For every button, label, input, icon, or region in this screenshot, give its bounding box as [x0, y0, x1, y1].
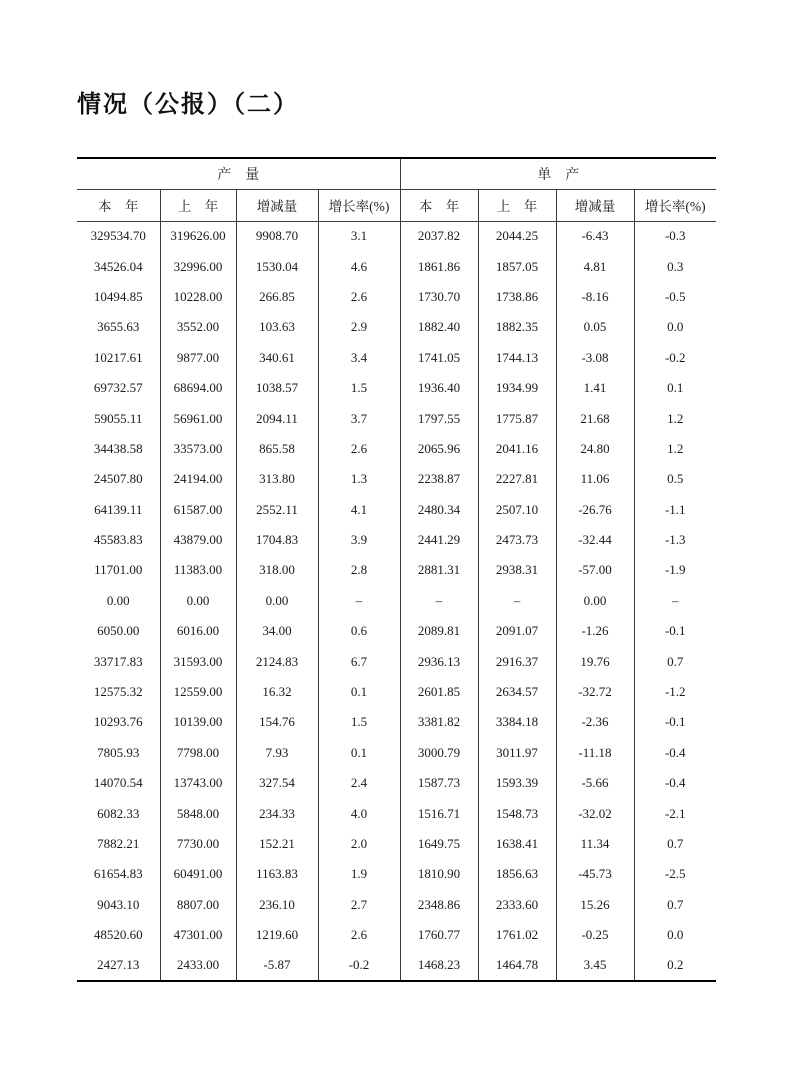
table-cell: 1744.13 — [478, 343, 556, 373]
table-cell: 1638.41 — [478, 829, 556, 859]
table-cell: 2441.29 — [400, 525, 478, 555]
table-cell: -0.2 — [318, 950, 400, 980]
table-cell: 10293.76 — [93, 714, 143, 730]
table-cell: 2601.85 — [400, 677, 478, 707]
table-cell: 2552.11 — [236, 495, 318, 525]
table-cell: 2124.83 — [236, 646, 318, 676]
table-cell: -2.36 — [556, 707, 634, 737]
table-cell: 7805.93 — [97, 744, 140, 760]
table-row — [77, 495, 716, 525]
table-cell: 34526.04 — [93, 258, 143, 274]
table-cell: 3552.00 — [160, 312, 236, 342]
table-head — [77, 158, 716, 221]
table-cell: 5848.00 — [160, 798, 236, 828]
table-cell: 0.0 — [634, 920, 716, 950]
table-cell: 12575.32 — [93, 684, 143, 700]
table-cell: 9908.70 — [236, 221, 318, 251]
table-cell: 340.61 — [236, 343, 318, 373]
table-cell: 0.3 — [634, 251, 716, 281]
table-cell: 0.1 — [318, 738, 400, 768]
table-cell: 16.32 — [236, 677, 318, 707]
table-cell: – — [634, 586, 716, 616]
table-cell: 3011.97 — [478, 738, 556, 768]
table-cell: 1741.05 — [400, 343, 478, 373]
table-cell: 8807.00 — [160, 890, 236, 920]
table-cell: -0.5 — [634, 282, 716, 312]
table-cell: 3384.18 — [478, 707, 556, 737]
table-cell: 6016.00 — [160, 616, 236, 646]
table-row — [77, 312, 716, 342]
table-row — [77, 768, 716, 798]
table-cell: -32.44 — [556, 525, 634, 555]
table-cell: 1.2 — [634, 434, 716, 464]
table-cell: 0.0 — [634, 312, 716, 342]
table-cell: 2507.10 — [478, 495, 556, 525]
column-header-growth-rate-yield: 增长率(%) — [634, 189, 716, 221]
table-cell: 11701.00 — [94, 562, 143, 578]
table-row — [77, 464, 716, 494]
table-cell: -6.43 — [556, 221, 634, 251]
table-cell: 10228.00 — [160, 282, 236, 312]
table-cell: 1587.73 — [400, 768, 478, 798]
table-cell: 1797.55 — [400, 403, 478, 433]
table-cell: 266.85 — [236, 282, 318, 312]
table-cell: 2916.37 — [478, 646, 556, 676]
table-cell: – — [478, 586, 556, 616]
table-cell: 6050.00 — [97, 623, 140, 639]
table-cell: 2037.82 — [400, 221, 478, 251]
table-cell: 1468.23 — [400, 950, 478, 980]
table-cell: 24507.80 — [93, 471, 143, 487]
table-cell: 1738.86 — [478, 282, 556, 312]
table-cell: 47301.00 — [160, 920, 236, 950]
table-cell: 9043.10 — [97, 896, 140, 912]
table-cell: 69732.57 — [93, 380, 143, 396]
table-cell: 11.06 — [556, 464, 634, 494]
table-cell: 2881.31 — [400, 555, 478, 585]
table-row — [77, 738, 716, 768]
table-cell: 865.58 — [236, 434, 318, 464]
column-header-previous-year-yield: 上 年 — [478, 189, 556, 221]
table-cell: 33717.83 — [93, 653, 143, 669]
table-cell: 60491.00 — [160, 859, 236, 889]
table-cell: 0.1 — [318, 677, 400, 707]
table-row — [77, 890, 716, 920]
table-cell: -0.4 — [634, 738, 716, 768]
table-cell: 56961.00 — [160, 403, 236, 433]
group-header-row — [77, 158, 716, 189]
table-cell: 0.00 — [160, 586, 236, 616]
table-row — [77, 525, 716, 555]
column-header-row — [77, 189, 716, 221]
table-cell: 10139.00 — [160, 707, 236, 737]
table-cell: 1.5 — [318, 707, 400, 737]
table-cell: -0.1 — [634, 616, 716, 646]
column-header-previous-year-production: 上 年 — [160, 189, 236, 221]
table-cell: -32.72 — [556, 677, 634, 707]
table-cell: 1856.63 — [478, 859, 556, 889]
table-cell: 2634.57 — [478, 677, 556, 707]
table-row — [77, 646, 716, 676]
table-cell: 329534.70 — [90, 228, 146, 244]
table-cell: -45.73 — [556, 859, 634, 889]
table-cell: 0.5 — [634, 464, 716, 494]
table-row — [77, 829, 716, 859]
table-cell: 1730.70 — [400, 282, 478, 312]
table-cell: 21.68 — [556, 403, 634, 433]
table-cell: 236.10 — [236, 890, 318, 920]
column-header-current-year-yield: 本 年 — [400, 189, 478, 221]
table-cell: 4.1 — [318, 495, 400, 525]
table-row — [77, 434, 716, 464]
table-row — [77, 859, 716, 889]
table-cell: 0.6 — [318, 616, 400, 646]
table-cell: 31593.00 — [160, 646, 236, 676]
table-cell: 7730.00 — [160, 829, 236, 859]
table-cell: 7882.21 — [97, 836, 140, 851]
table-cell: 59055.11 — [94, 410, 143, 426]
table-cell: 61587.00 — [160, 495, 236, 525]
table-cell: 10494.85 — [93, 288, 143, 304]
table-cell: 313.80 — [236, 464, 318, 494]
table-cell: 1775.87 — [478, 403, 556, 433]
table-cell: 15.26 — [556, 890, 634, 920]
table-cell: -57.00 — [556, 555, 634, 585]
table-cell: 6082.33 — [97, 805, 140, 821]
table-cell: 1.3 — [318, 464, 400, 494]
table-cell: 1163.83 — [236, 859, 318, 889]
table-cell: 1.9 — [318, 859, 400, 889]
table-cell: -2.5 — [634, 859, 716, 889]
table-cell: 1810.90 — [400, 859, 478, 889]
table-cell: 48520.60 — [93, 927, 143, 943]
table-cell: 1.41 — [556, 373, 634, 403]
table-cell: 3381.82 — [400, 707, 478, 737]
table-cell: -0.4 — [634, 768, 716, 798]
table-row — [77, 616, 716, 646]
table-cell: 152.21 — [236, 829, 318, 859]
table-cell: 2089.81 — [400, 616, 478, 646]
table-cell: 3655.63 — [97, 319, 140, 335]
table-row — [77, 586, 716, 616]
table-cell: 1934.99 — [478, 373, 556, 403]
table-cell: -0.25 — [556, 920, 634, 950]
table-cell: -3.08 — [556, 343, 634, 373]
table-cell: 2065.96 — [400, 434, 478, 464]
table-cell: 2.4 — [318, 768, 400, 798]
table-cell: 24194.00 — [160, 464, 236, 494]
table-cell: 1464.78 — [478, 950, 556, 980]
table-cell: -0.1 — [634, 707, 716, 737]
table-cell: -1.9 — [634, 555, 716, 585]
table-cell: 0.7 — [634, 646, 716, 676]
table-cell: 0.1 — [634, 373, 716, 403]
table-cell: -1.26 — [556, 616, 634, 646]
table-cell: – — [400, 586, 478, 616]
table-cell: 1593.39 — [478, 768, 556, 798]
table-cell: 1.2 — [634, 403, 716, 433]
table-cell: 64139.11 — [94, 501, 143, 517]
table-cell: 0.7 — [634, 890, 716, 920]
table-cell: 327.54 — [236, 768, 318, 798]
table-cell: 154.76 — [236, 707, 318, 737]
table-cell: -1.1 — [634, 495, 716, 525]
table-cell: 0.00 — [236, 586, 318, 616]
table-cell: 34438.58 — [93, 440, 143, 456]
table-cell: 68694.00 — [160, 373, 236, 403]
table-cell: 11383.00 — [160, 555, 236, 585]
table-cell: 2938.31 — [478, 555, 556, 585]
table-cell: 3.4 — [318, 343, 400, 373]
statistics-table — [77, 157, 716, 982]
table-cell: 1219.60 — [236, 920, 318, 950]
table-cell: 2041.16 — [478, 434, 556, 464]
table-cell: 4.6 — [318, 251, 400, 281]
table-cell: -32.02 — [556, 798, 634, 828]
table-cell: -1.2 — [634, 677, 716, 707]
table-cell: 2094.11 — [236, 403, 318, 433]
table-cell: 1760.77 — [400, 920, 478, 950]
table-cell: -0.2 — [634, 343, 716, 373]
table-row — [77, 920, 716, 950]
table-cell: 2.7 — [318, 890, 400, 920]
table-cell: 9877.00 — [160, 343, 236, 373]
table-cell: 2.6 — [318, 434, 400, 464]
table-row — [77, 282, 716, 312]
column-header-growth-rate-production: 增长率(%) — [318, 189, 400, 221]
table-cell: -26.76 — [556, 495, 634, 525]
column-header-change-production: 增减量 — [236, 189, 318, 221]
table-cell: 19.76 — [556, 646, 634, 676]
table-cell: 3000.79 — [400, 738, 478, 768]
table-row — [77, 251, 716, 281]
table-cell: 2427.13 — [97, 957, 140, 973]
table-cell: 2.6 — [318, 920, 400, 950]
table-cell: 1882.40 — [400, 312, 478, 342]
table-cell: -1.3 — [634, 525, 716, 555]
group-header-production: 产 量 — [77, 158, 400, 189]
table-cell: 4.0 — [318, 798, 400, 828]
table-cell: 1761.02 — [478, 920, 556, 950]
table-cell: 1038.57 — [236, 373, 318, 403]
table-row — [77, 221, 716, 251]
table-row — [77, 950, 716, 980]
table-row — [77, 555, 716, 585]
table-cell: 318.00 — [236, 555, 318, 585]
table-cell: 2091.07 — [478, 616, 556, 646]
table-cell: 1704.83 — [236, 525, 318, 555]
table-cell: 2473.73 — [478, 525, 556, 555]
table-cell: 1530.04 — [236, 251, 318, 281]
table-cell: -5.66 — [556, 768, 634, 798]
table-cell: 2.9 — [318, 312, 400, 342]
table-cell: 3.1 — [318, 221, 400, 251]
table-cell: 2480.34 — [400, 495, 478, 525]
table-cell: 0.00 — [106, 592, 130, 608]
table-cell: 2227.81 — [478, 464, 556, 494]
table-cell: 1.5 — [318, 373, 400, 403]
table-cell: 24.80 — [556, 434, 634, 464]
table-cell: 2.0 — [318, 829, 400, 859]
table-cell: -5.87 — [236, 950, 318, 980]
table-cell: 2.8 — [318, 555, 400, 585]
table-cell: 7.93 — [236, 738, 318, 768]
table-cell: 32996.00 — [160, 251, 236, 281]
table-cell: 6.7 — [318, 646, 400, 676]
page-title: 情况（公报）（二） — [77, 92, 299, 118]
table-cell: 10217.61 — [93, 349, 143, 365]
table-cell: 45583.83 — [93, 532, 143, 548]
table-cell: 7798.00 — [160, 738, 236, 768]
table-cell: -0.3 — [634, 221, 716, 251]
table-cell: -11.18 — [556, 738, 634, 768]
table-cell: 2333.60 — [478, 890, 556, 920]
table-cell: 2.6 — [318, 282, 400, 312]
column-header-current-year-production: 本 年 — [77, 189, 160, 221]
table-cell: 12559.00 — [160, 677, 236, 707]
table-cell: 3.7 — [318, 403, 400, 433]
table-cell: 0.05 — [556, 312, 634, 342]
table-cell: 319626.00 — [160, 221, 236, 251]
table-cell: 1861.86 — [400, 251, 478, 281]
table-cell: -8.16 — [556, 282, 634, 312]
table-cell: 11.34 — [556, 829, 634, 859]
table-cell: 3.45 — [556, 950, 634, 980]
table-cell: 14070.54 — [93, 775, 143, 791]
table-cell: 4.81 — [556, 251, 634, 281]
table-cell: 2936.13 — [400, 646, 478, 676]
table-body — [77, 221, 716, 981]
table-cell: – — [318, 586, 400, 616]
table-cell: 1516.71 — [400, 798, 478, 828]
table-row — [77, 403, 716, 433]
table-cell: 2348.86 — [400, 890, 478, 920]
table-row — [77, 373, 716, 403]
table-cell: 2238.87 — [400, 464, 478, 494]
table-cell: 2433.00 — [160, 950, 236, 980]
table-cell: 33573.00 — [160, 434, 236, 464]
table-cell: 2044.25 — [478, 221, 556, 251]
table-cell: 1857.05 — [478, 251, 556, 281]
group-header-yield: 单 产 — [400, 158, 716, 189]
table-row — [77, 677, 716, 707]
table-cell: 103.63 — [236, 312, 318, 342]
table-cell: 3.9 — [318, 525, 400, 555]
table-row — [77, 707, 716, 737]
table-cell: 234.33 — [236, 798, 318, 828]
table-cell: 0.7 — [634, 829, 716, 859]
table-row — [77, 798, 716, 828]
table-cell: 43879.00 — [160, 525, 236, 555]
table-cell: 0.2 — [634, 950, 716, 980]
table-cell: 34.00 — [236, 616, 318, 646]
table-cell: 13743.00 — [160, 768, 236, 798]
table-cell: 1936.40 — [400, 373, 478, 403]
table-cell: 61654.83 — [93, 866, 143, 882]
table-cell: -2.1 — [634, 798, 716, 828]
table-cell: 0.00 — [556, 586, 634, 616]
column-header-change-yield: 增减量 — [556, 189, 634, 221]
table-cell: 1649.75 — [400, 829, 478, 859]
table-cell: 1548.73 — [478, 798, 556, 828]
table-row — [77, 343, 716, 373]
table-cell: 1882.35 — [478, 312, 556, 342]
